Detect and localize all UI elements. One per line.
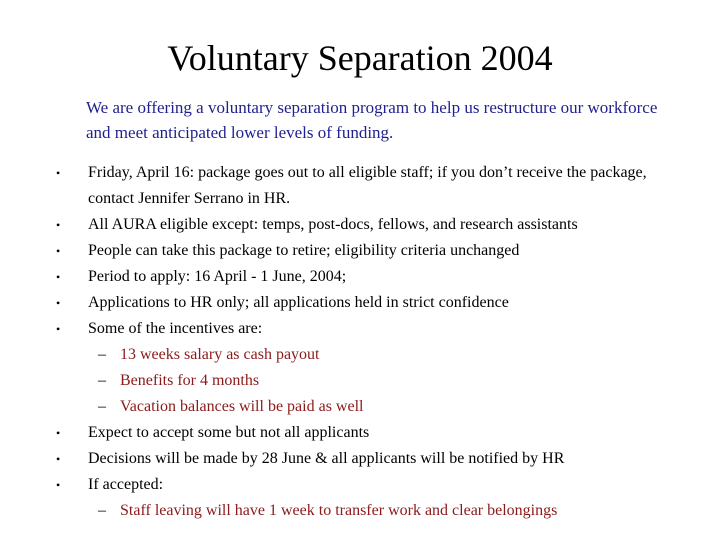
bullet-text: Some of the incentives are:: [88, 320, 263, 337]
bullet-icon: •: [56, 166, 61, 180]
dash-icon: –: [98, 372, 106, 389]
bullet-item: [56, 238, 696, 264]
bullet-icon: •: [56, 296, 61, 310]
bullet-text: Applications to HR only; all applications held in strict confidence: [88, 294, 509, 311]
slide-title: Voluntary Separation 2004: [167, 38, 553, 78]
bullet-icon: •: [56, 426, 61, 440]
bullet-item: [56, 420, 696, 446]
bullet-text: Period to apply: 16 April - 1 June, 2004;: [88, 268, 347, 285]
sub-item-text: Benefits for 4 months: [120, 372, 260, 389]
sub-item: [56, 394, 696, 420]
bullet-text: People can take this package to retire; eligibility criteria unchanged: [88, 242, 520, 259]
bullet-item: [56, 290, 696, 316]
bullet-item: [56, 446, 696, 472]
bullet-text: All AURA eligible except: temps, post-docs, fellows, and research assistants: [88, 216, 578, 233]
dash-icon: –: [98, 398, 106, 415]
intro-paragraph: We are offering a voluntary separation program to help us restructure our workforce and meet anticipated lower levels of funding.: [86, 98, 658, 142]
sub-item: [56, 498, 696, 524]
bullet-icon: •: [56, 478, 61, 492]
bullet-icon: •: [56, 218, 61, 232]
bullet-icon: •: [56, 244, 61, 258]
sub-item-text: Vacation balances will be paid as well: [120, 398, 364, 415]
bullet-item: [56, 160, 696, 212]
bullet-item: [56, 264, 696, 290]
sub-item: [56, 368, 696, 394]
bullet-text: Decisions will be made by 28 June & all applicants will be notified by HR: [88, 450, 565, 467]
bullet-item: [56, 212, 696, 238]
dash-icon: –: [98, 502, 106, 519]
sub-item: [56, 342, 696, 368]
bullet-icon: •: [56, 322, 61, 336]
bullet-item: [56, 472, 696, 498]
bullet-text: If accepted:: [88, 476, 164, 493]
bullet-list: [56, 160, 696, 524]
bullet-icon: •: [56, 270, 61, 284]
sub-item-text: 13 weeks salary as cash payout: [120, 346, 320, 363]
bullet-item: [56, 316, 696, 342]
dash-icon: –: [98, 346, 106, 363]
sub-item-text: Staff leaving will have 1 week to transfer work and clear belongings: [120, 502, 558, 519]
bullet-text: Friday, April 16: package goes out to all eligible staff; if you don’t receive the package, contact Jennifer Serrano in HR.: [88, 164, 647, 207]
bullet-icon: •: [56, 452, 61, 466]
bullet-text: Expect to accept some but not all applicants: [88, 424, 370, 441]
